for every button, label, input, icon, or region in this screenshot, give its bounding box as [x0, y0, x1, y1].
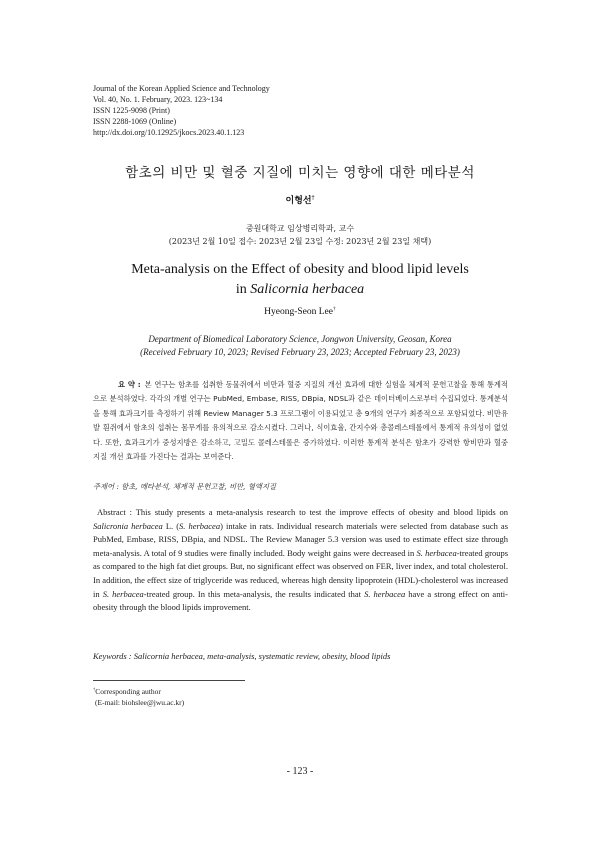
footnote-line1 [93, 686, 184, 697]
abstract-text-4: -treated groups as compared to the high fat diet groups. But, no significant effect was observed on FER, liver index, and total cholesterol. In addition, the effect size of triglyceride was reduced, whereas high density lipoprotein (HDL)-cholesterol was increased in [93, 547, 509, 599]
author-english-name: Hyeong-Seon Lee [264, 307, 333, 317]
author-korean-mark: † [311, 195, 315, 201]
author-korean [0, 193, 600, 206]
author-english-mark: † [333, 305, 336, 312]
abstract-text-1: This study presents a meta-analysis research to test the improve effects of obesity and blood lipids on [132, 507, 508, 517]
abstract-english-paragraph [93, 506, 508, 615]
abstract-korean-paragraph [93, 378, 508, 464]
title-english-species: Salicornia herbacea [250, 282, 365, 297]
journal-name: Journal of the Korean Applied Science and Technology [93, 84, 270, 93]
affiliation-english: Department of Biomedical Laboratory Science, Jongwon University, Geosan, Korea [148, 334, 452, 344]
author-english [0, 307, 600, 317]
affiliation-english-block [0, 333, 600, 359]
issn-print: ISSN 1225-9098 (Print) [93, 106, 170, 115]
dates-english: (Received February 10, 2023; Revised February 23, 2023; Accepted February 23, 2023) [140, 347, 460, 357]
footnote [93, 686, 184, 708]
page-number: - 123 - [286, 766, 314, 777]
dates-korean: (2023년 2월 10일 접수: 2023년 2월 23일 수정: 2023년 2월 23일 채택) [168, 237, 432, 246]
abstract-species-1: Salicronia herbacea [93, 520, 163, 531]
footnote-mark: † [93, 686, 96, 692]
doi-link[interactable]: http://dx.doi.org/10.12925/jkocs.2023.40.1.123 [93, 128, 245, 137]
journal-volume: Vol. 40, No. 1. February, 2023. 123~134 [93, 95, 223, 104]
abstract-species-4: S. herbacea [102, 588, 144, 599]
abstract-text-5: -treated group. In this meta-analysis, the results indicated that [143, 588, 365, 599]
abstract-korean [93, 378, 508, 464]
abstract-species-2: S. herbacea [179, 520, 221, 531]
footnote-email: (E-mail: biohslee@jwu.ac.kr) [95, 698, 185, 707]
abstract-korean-text: 본 연구는 함초를 섭취한 동물쥐에서 비만과 혈중 지질의 개선 효과에 대한 실험을 체계적 문헌고찰을 통해 통계적으로 분석하였다. 각각의 개별 연구는 PubMed, Embase, RISS, DBpia, NDSL과 같은 데이터베이스로부터 수집되었다. 통계분석을 통해 효과크기를 측정하기 위해 Review Manager 5.3 프로그램이 이용되었고 총 9개의 연구가 최종적으로 포함되었다. 비만유발 흰쥐에서 함초의 섭취는 몸무게를 유의적으로 감소시켰다. 그러나, 식이효율, 간지수와 총콜레스테롤에서 통계적 유의성이 없었다. 또한, 효과크기가 중성지방은 감소하고, 고밀도 콜레스테롤은 증가하였다. 이러한 통계적 분석은 함초가 강력한 항비만과 혈중 지질 개선 효과를 가진다는 결과는 보여준다. [93, 380, 508, 462]
abstract-text-2: L. ( [162, 520, 180, 531]
abstract-english [93, 506, 508, 615]
title-korean: 함초의 비만 및 혈중 지질에 미치는 영향에 대한 메타분석 [125, 165, 475, 181]
keywords-korean: 주제어 : 함초, 메타분석, 체계적 문헌고찰, 비만, 혈액지질 [93, 482, 277, 491]
affiliation-korean: 중원대학교 임상병리학과, 교수 [245, 224, 355, 233]
abstract-species-5: S. herbacea [364, 588, 406, 599]
journal-info [93, 83, 270, 138]
author-korean-name: 이형선 [285, 196, 312, 206]
title-english-line1: Meta-analysis on the Effect of obesity and blood lipid levels [131, 262, 469, 277]
footnote-corresponding: Corresponding author [95, 687, 161, 696]
title-english [0, 260, 600, 300]
keywords-english: Keywords : Salicornia herbacea, meta-analysis, systematic review, obesity, blood lipids [93, 651, 391, 661]
affiliation-korean-block [0, 222, 600, 248]
issn-online: ISSN 2288-1069 (Online) [93, 117, 177, 126]
title-english-prefix: in [235, 282, 251, 297]
abstract-text-6: have a strong effect on anti-obesity through the blood lipids improvement. [93, 588, 508, 613]
abstract-species-3: S. herbacea [416, 547, 457, 558]
abstract-english-label: Abstract : [97, 507, 133, 517]
abstract-text-3: ) intake in rats. Individual research materials were selected from database such as PubMed, Embase, RISS, DBpia, and NDSL. The Review Manager 5.3 version was used to estimate effect size through meta-analysis. A total of 9 studies were finally included. Body weight gains were decreased in [93, 520, 508, 558]
abstract-korean-label: 요 약 : [118, 380, 141, 389]
title-english-line2 [0, 280, 600, 300]
footnote-divider [93, 680, 245, 681]
